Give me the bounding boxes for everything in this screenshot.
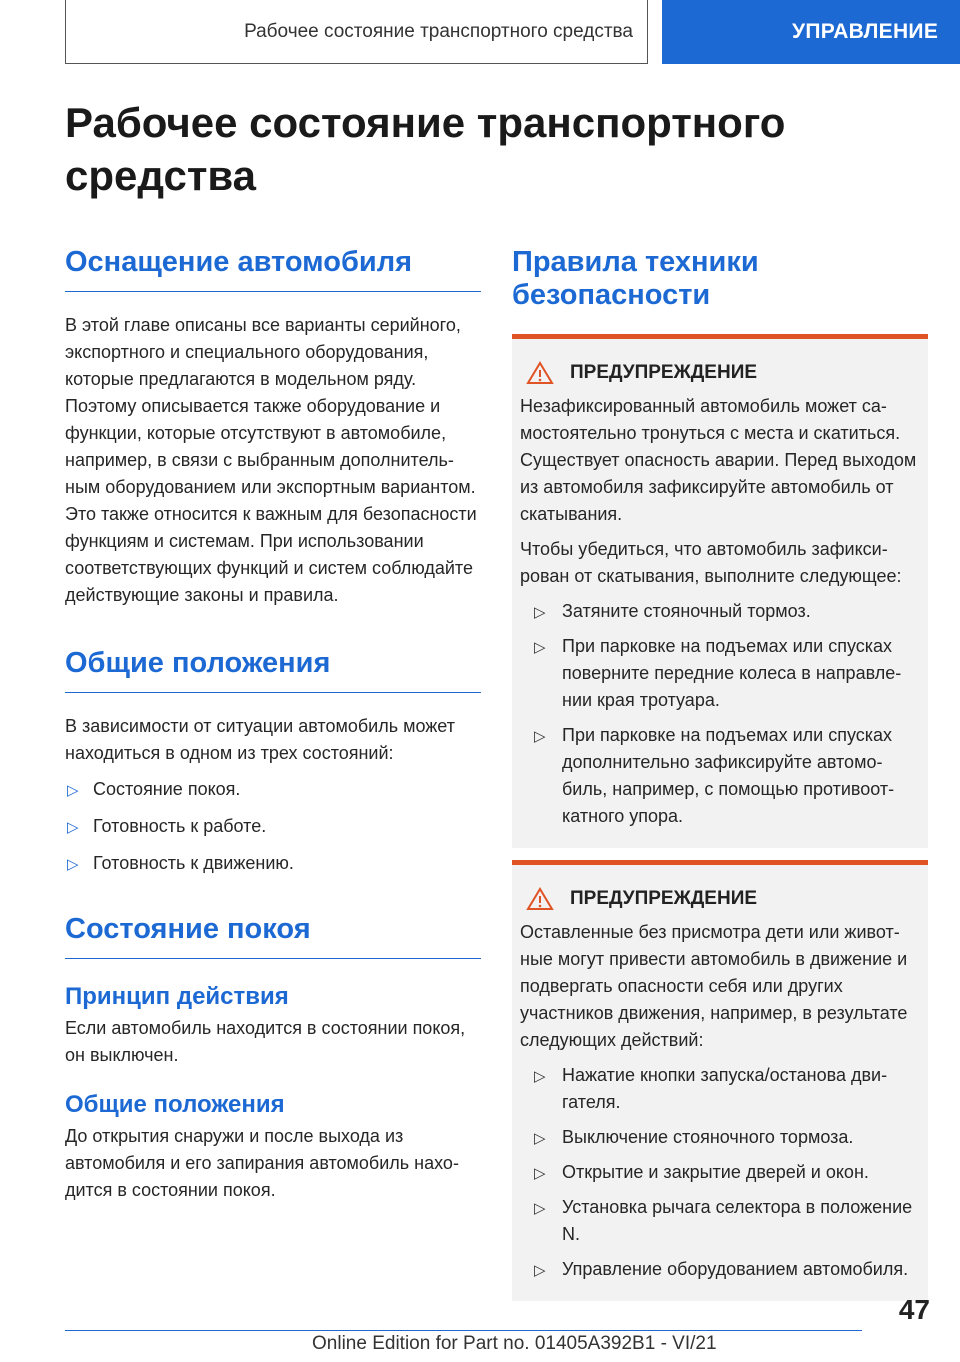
warning-text: Незафиксированный автомобиль может самостоятельно тронуться с места и скатиться. Существует опасность аварии. Перед выходом из автомобиля зафиксируйте автомобиль от скатывания. xyxy=(520,396,917,524)
list-item: ▷ Готовность к движению. xyxy=(65,850,481,877)
warning-triangle-icon xyxy=(526,887,554,911)
warning-box xyxy=(512,334,928,848)
chapter-title: Рабочее состояние транспортного средства xyxy=(244,20,633,42)
list-item: ▷ Управление оборудованием автомобиля. xyxy=(520,1256,920,1283)
triangle-bullet-icon: ▷ xyxy=(67,819,79,836)
general-text-2: До открытия снаружи и после выхода из автомобиля и его запирания автомобиль находится в состоянии покоя. xyxy=(65,1126,459,1200)
heading-general: Общие положения xyxy=(65,641,481,693)
warning-list xyxy=(520,1062,920,1283)
heading-general-2: Общие положения xyxy=(65,1091,285,1118)
warning-triangle-icon xyxy=(526,361,554,385)
triangle-bullet-icon: ▷ xyxy=(534,1130,546,1147)
triangle-bullet-icon: ▷ xyxy=(534,1200,546,1217)
heading-principle: Принцип действия xyxy=(65,983,289,1010)
states-list xyxy=(65,776,481,877)
footer-divider xyxy=(65,1330,862,1331)
triangle-bullet-icon: ▷ xyxy=(534,1068,546,1085)
edition-text: Online Edition for Part no. 01405A392B1 - VI/21 xyxy=(312,1333,717,1354)
triangle-bullet-icon: ▷ xyxy=(67,782,79,799)
triangle-bullet-icon: ▷ xyxy=(534,639,546,656)
triangle-bullet-icon: ▷ xyxy=(534,728,546,745)
chapter-tab xyxy=(65,0,648,64)
heading-rest-state: Состояние покоя xyxy=(65,907,481,959)
warning-text: Оставленные без присмотра дети или животные могут привести автомобиль в движение и подвергать опасности себя или других участников движения, например, в результате следующих действий: xyxy=(520,922,908,1050)
warning-text: Чтобы убедиться, что автомобиль зафиксирован от скатывания, выполните следующее: xyxy=(520,539,902,586)
warning-list xyxy=(520,598,920,830)
right-column xyxy=(512,240,928,1301)
triangle-bullet-icon: ▷ xyxy=(534,1262,546,1279)
left-column xyxy=(65,240,481,1204)
list-item: ▷ Готовность к работе. xyxy=(65,813,481,840)
page-title: Рабочее состояние транспортного средства xyxy=(65,99,786,199)
list-item: ▷ При парковке на подъемах или спусках дополнительно зафиксируйте автомобиль, например, с помощью противооткатного упора. xyxy=(534,725,895,826)
list-item: ▷ Выключение стояночного тормоза. xyxy=(520,1124,920,1151)
heading-safety: Правила техники безопасности xyxy=(512,246,759,311)
list-item: ▷ Установка рычага селектора в положение N. xyxy=(534,1197,913,1244)
warning-header xyxy=(520,361,920,385)
general-intro: В зависимости от ситуации автомобиль может находиться в одном из трех состояний: xyxy=(65,716,455,763)
section-tab xyxy=(662,0,960,64)
principle-text: Если автомобиль находится в состоянии покоя, он выключен. xyxy=(65,1018,466,1065)
list-item: ▷ Затяните стояночный тормоз. xyxy=(520,598,920,625)
list-item: ▷ При парковке на подъемах или спусках поверните передние колеса в направлении края тротуара. xyxy=(534,636,902,710)
section-label: УПРАВЛЕНИЕ xyxy=(792,20,939,43)
triangle-bullet-icon: ▷ xyxy=(534,604,546,621)
triangle-bullet-icon: ▷ xyxy=(67,856,79,873)
warning-label: ПРЕДУПРЕЖДЕНИЕ xyxy=(570,888,758,909)
heading-equipment: Оснащение автомобиля xyxy=(65,240,481,292)
triangle-bullet-icon: ▷ xyxy=(534,1165,546,1182)
warning-box xyxy=(512,860,928,1301)
equipment-text: В этой главе описаны все варианты серийного, экспортного и специального оборудования, которые предлагаются в модельном ряду. Поэтому описывается также оборудование и функции, которые отсутствуют в автомобиле, например, в связи с выбранным дополнительным оборудованием или экспортным вариантом. Это также относится к важным для безопасности функциям и системам. При использовании соответствующих функций и систем соблюдайте действующие законы и правила. xyxy=(65,315,477,605)
warning-header xyxy=(520,887,920,911)
warning-label: ПРЕДУПРЕЖДЕНИЕ xyxy=(570,362,758,383)
list-item: ▷ Открытие и закрытие дверей и окон. xyxy=(520,1159,920,1186)
list-item: ▷ Нажатие кнопки запуска/останова двигателя. xyxy=(534,1065,888,1112)
list-item: ▷ Состояние покоя. xyxy=(65,776,481,803)
page-number: 47 xyxy=(898,1294,930,1325)
